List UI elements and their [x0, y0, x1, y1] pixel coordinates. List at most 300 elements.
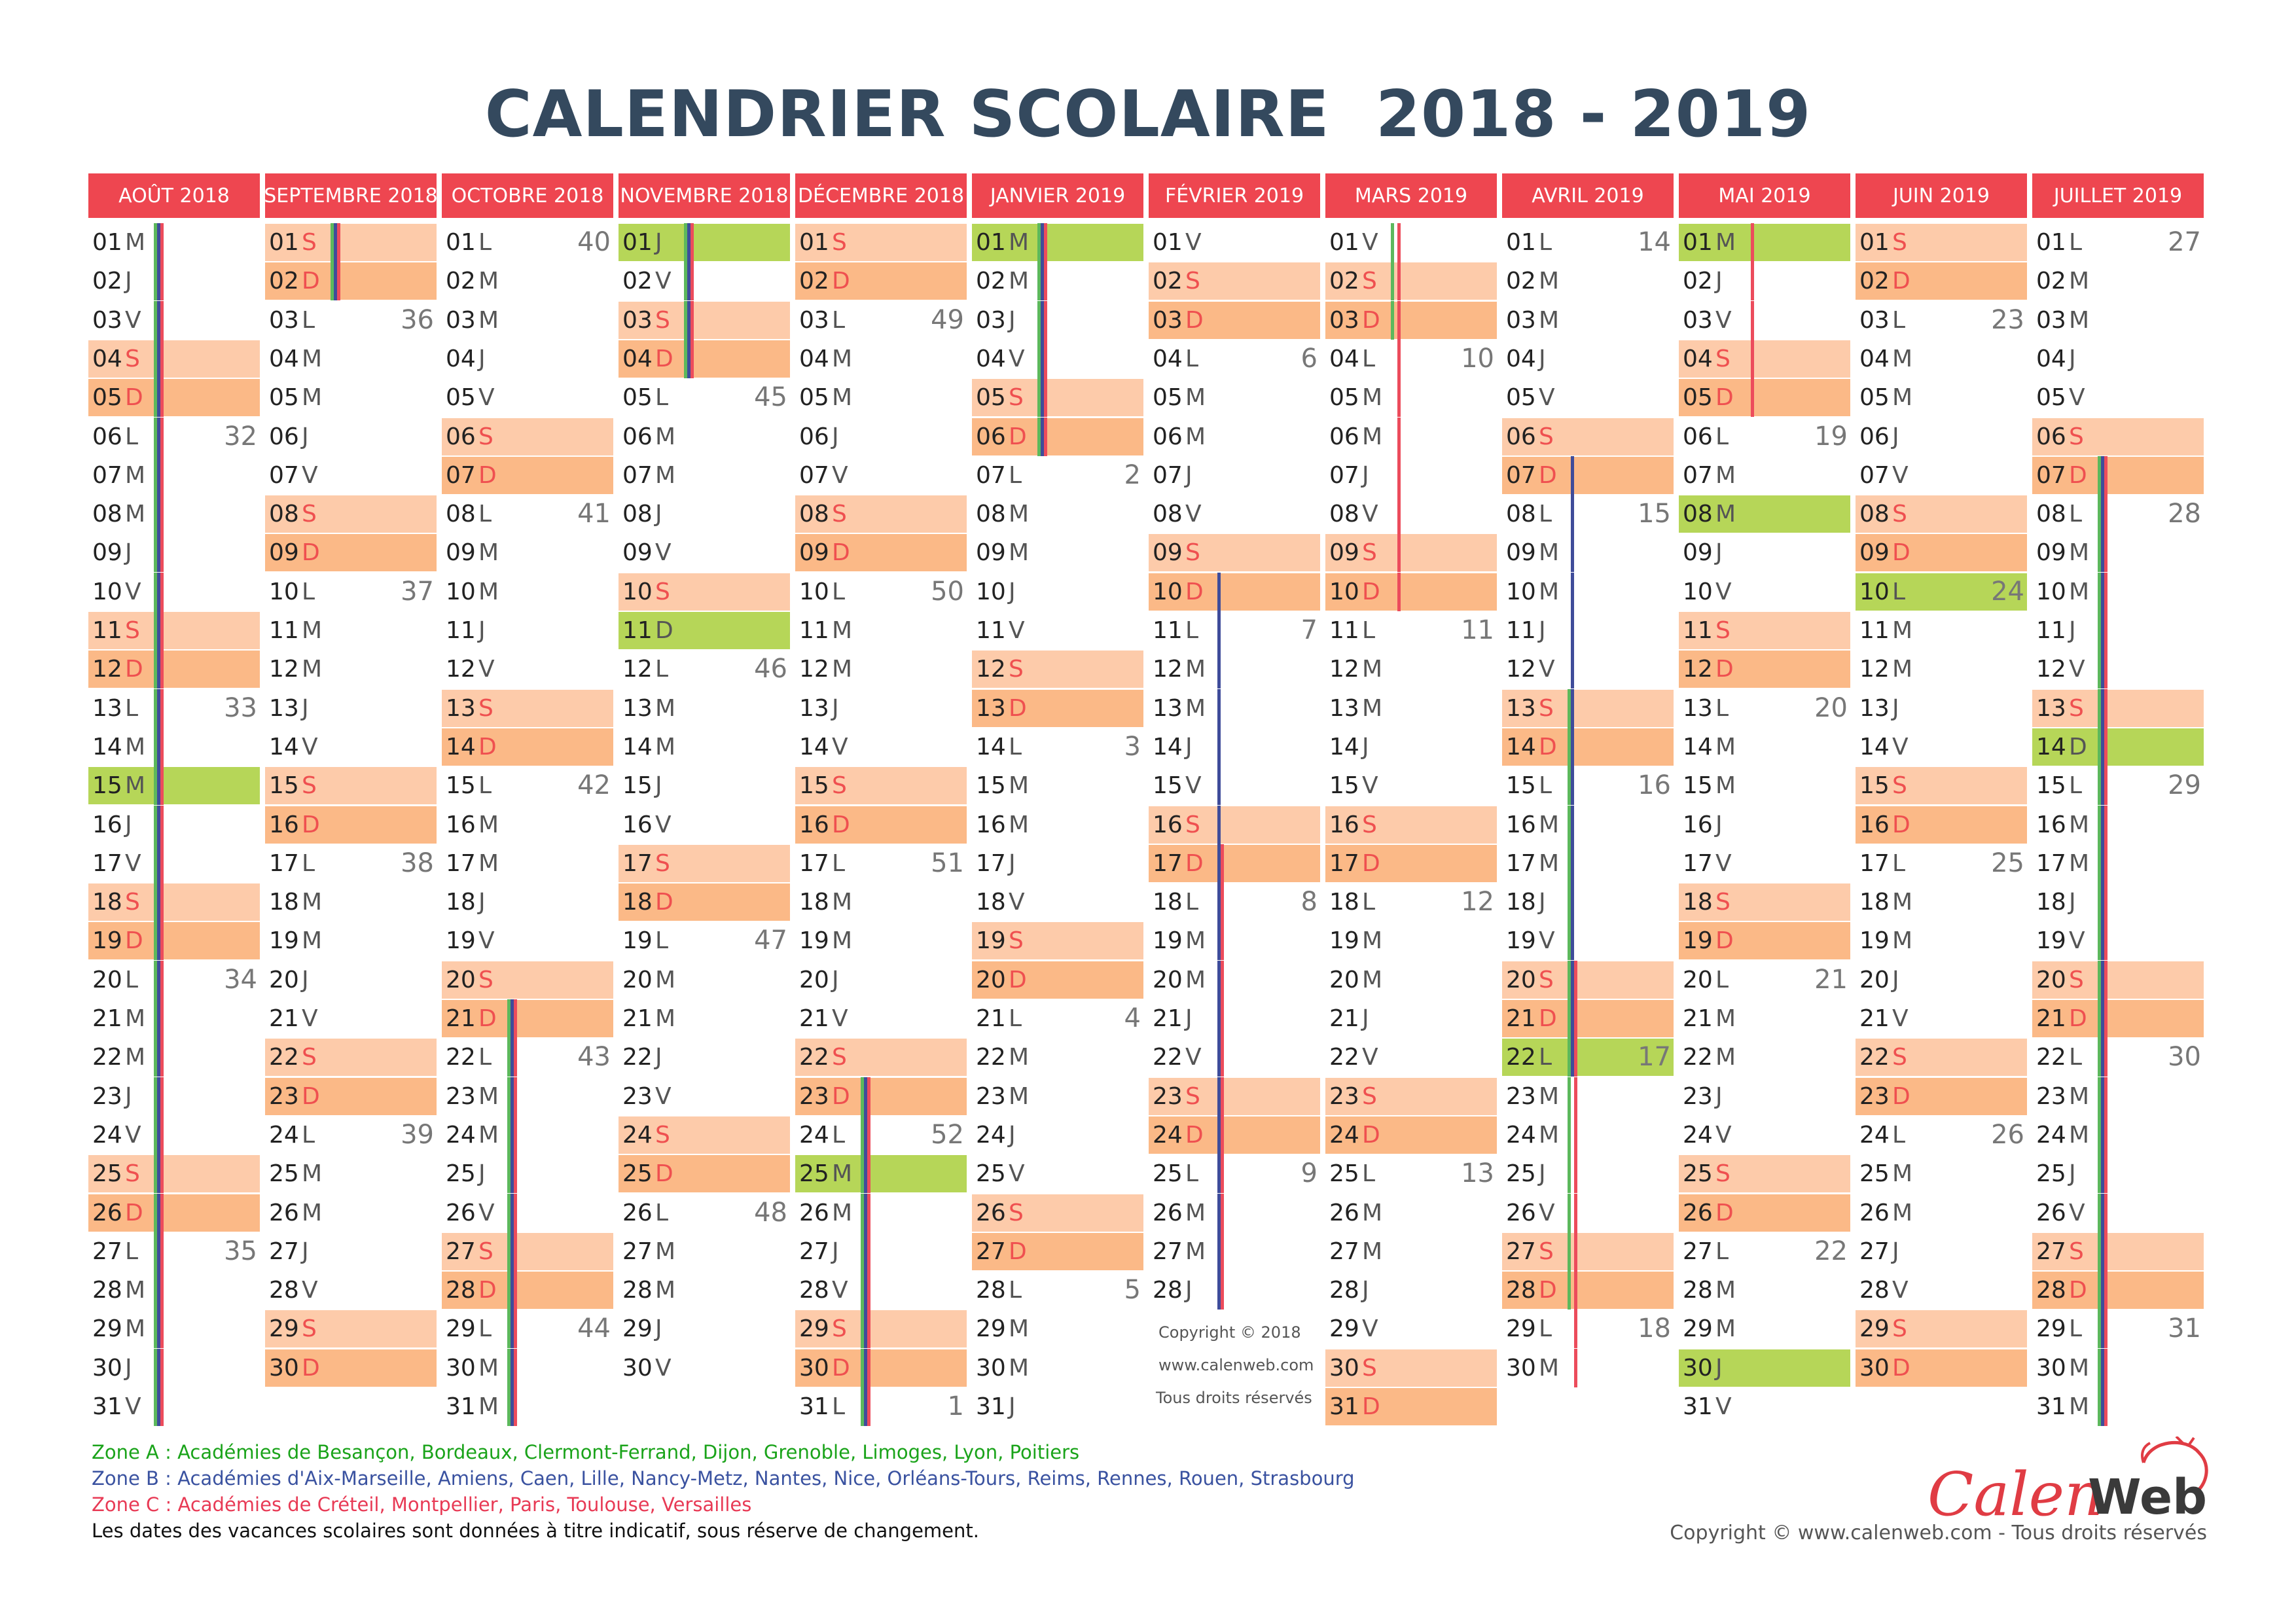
- day-cell: [440, 340, 615, 378]
- day-cell: [1677, 340, 1852, 378]
- day-cell: [87, 999, 261, 1038]
- day-cell: [2031, 999, 2205, 1038]
- day-number: 25: [2036, 1160, 2066, 1188]
- day-number: 12: [1153, 656, 1183, 683]
- day-cell: [1677, 262, 1852, 300]
- day-letter: M: [1009, 772, 1030, 800]
- week-number: 26: [1991, 1119, 2024, 1150]
- day-cell: [1677, 456, 1852, 495]
- zone-c-vacation-bar: [1221, 1271, 1224, 1310]
- day-cell: [1147, 456, 1321, 495]
- day-number: 16: [622, 811, 653, 838]
- day-letter: M: [1009, 501, 1030, 528]
- day-letter: D: [302, 1354, 320, 1382]
- zone-c-vacation-bar: [2104, 921, 2108, 960]
- zone-c-vacation-bar: [160, 728, 164, 766]
- day-letter: S: [125, 617, 140, 644]
- day-number: 05: [446, 384, 476, 412]
- day-number: 29: [446, 1315, 476, 1343]
- day-number: 21: [976, 1005, 1006, 1032]
- day-number: 16: [2036, 811, 2066, 838]
- zone-c-vacation-bar: [1397, 223, 1401, 262]
- day-letter: L: [1715, 423, 1729, 450]
- day-letter: L: [478, 1044, 492, 1071]
- legend-zone-b: Zone B : Académies d'Aix-Marseille, Amiens, Caen, Lille, Nancy-Metz, Nantes, Nice, Orléans-Tours, Reims, Rennes, Rouen, Strasbourg: [92, 1467, 1355, 1489]
- day-letter: L: [655, 656, 669, 683]
- zone-c-vacation-bar: [2104, 1271, 2108, 1310]
- day-letter: M: [832, 927, 853, 955]
- day-cell: [264, 999, 438, 1038]
- day-letter: J: [832, 1238, 839, 1265]
- day-letter: L: [1539, 1044, 1552, 1071]
- day-number: 29: [92, 1315, 122, 1343]
- day-number: 08: [976, 501, 1006, 528]
- day-letter: M: [302, 889, 323, 916]
- day-number: 27: [622, 1238, 653, 1265]
- day-letter: L: [1185, 1160, 1199, 1188]
- zone-c-vacation-bar: [1221, 844, 1224, 883]
- week-number: 29: [2168, 770, 2201, 801]
- day-cell: [971, 378, 1145, 417]
- day-letter: M: [1892, 617, 1913, 644]
- zone-c-vacation-bar: [1574, 1038, 1577, 1077]
- day-letter: L: [1185, 617, 1199, 644]
- day-cell: [1324, 650, 1498, 688]
- day-letter: L: [302, 578, 315, 605]
- day-letter: L: [302, 849, 315, 877]
- day-letter: J: [125, 539, 132, 567]
- legend-zone-a: Zone A : Académies de Besançon, Bordeaux, Clermont-Ferrand, Dijon, Grenoble, Limoges, Lyon, Poitiers: [92, 1441, 1080, 1463]
- month-header: NOVEMBRE 2018: [619, 173, 790, 218]
- day-cell: [1501, 340, 1675, 378]
- day-number: 03: [976, 306, 1006, 334]
- week-number: 48: [754, 1197, 787, 1228]
- day-number: 28: [446, 1277, 476, 1304]
- day-letter: M: [1185, 1199, 1206, 1226]
- day-cell: [617, 1271, 791, 1310]
- zone-c-vacation-bar: [2104, 456, 2108, 495]
- day-cell: [971, 301, 1145, 340]
- day-letter: V: [1185, 229, 1202, 256]
- day-cell: [440, 883, 615, 921]
- day-letter: V: [1009, 345, 1025, 372]
- day-letter: D: [302, 268, 320, 295]
- day-number: 05: [622, 384, 653, 412]
- day-number: 11: [976, 617, 1006, 644]
- day-number: 14: [1153, 733, 1183, 760]
- day-cell: [971, 921, 1145, 960]
- day-number: 06: [2036, 423, 2066, 450]
- day-cell: [1147, 262, 1321, 300]
- day-letter: D: [1892, 811, 1910, 838]
- day-letter: J: [478, 617, 486, 644]
- zone-b-vacation-bar: [1571, 533, 1574, 572]
- day-cell: [1677, 806, 1852, 844]
- week-number: 2: [1124, 459, 1141, 490]
- day-cell: [1677, 301, 1852, 340]
- day-number: 23: [2036, 1082, 2066, 1110]
- day-number: 08: [1153, 501, 1183, 528]
- day-cell: [1854, 1154, 2028, 1193]
- day-number: 02: [799, 268, 829, 295]
- day-cell: [971, 766, 1145, 805]
- day-cell: [440, 728, 615, 766]
- day-cell: [794, 883, 968, 921]
- day-cell: [971, 533, 1145, 572]
- day-cell: [1147, 533, 1321, 572]
- day-letter: J: [125, 1082, 132, 1110]
- zone-b-vacation-bar: [1571, 806, 1574, 844]
- day-cell: [440, 844, 615, 883]
- zone-c-vacation-bar: [1044, 301, 1047, 340]
- day-number: 30: [799, 1354, 829, 1382]
- zone-c-vacation-bar: [2104, 495, 2108, 533]
- day-letter: V: [1539, 1199, 1555, 1226]
- day-number: 19: [1329, 927, 1359, 955]
- day-cell: [971, 1116, 1145, 1154]
- zone-c-vacation-bar: [1574, 1116, 1577, 1154]
- week-number: 27: [2168, 227, 2201, 257]
- day-cell: [1324, 1077, 1498, 1116]
- day-cell: [1677, 844, 1852, 883]
- day-letter: D: [832, 1082, 850, 1110]
- day-number: 03: [1153, 306, 1183, 334]
- day-number: 27: [269, 1238, 299, 1265]
- week-number: 43: [577, 1042, 611, 1073]
- day-letter: D: [1892, 268, 1910, 295]
- day-letter: M: [2069, 306, 2090, 334]
- zone-c-vacation-bar: [2104, 533, 2108, 572]
- day-number: 11: [92, 617, 122, 644]
- zone-c-vacation-bar: [160, 961, 164, 999]
- day-letter: M: [478, 849, 499, 877]
- day-cell: [1677, 1194, 1852, 1232]
- day-number: 03: [92, 306, 122, 334]
- month-header: DÉCEMBRE 2018: [795, 173, 967, 218]
- day-cell: [1324, 806, 1498, 844]
- day-number: 24: [1859, 1121, 1890, 1149]
- zone-c-vacation-bar: [2104, 1232, 2108, 1271]
- day-cell: [1677, 533, 1852, 572]
- day-letter: J: [2069, 889, 2076, 916]
- day-number: 19: [2036, 927, 2066, 955]
- day-number: 23: [269, 1082, 299, 1110]
- day-cell: [617, 1038, 791, 1077]
- day-number: 10: [2036, 578, 2066, 605]
- day-cell: [1501, 883, 1675, 921]
- day-cell: [87, 728, 261, 766]
- zone-c-vacation-bar: [2104, 766, 2108, 805]
- day-cell: [264, 378, 438, 417]
- day-cell: [1854, 999, 2028, 1038]
- day-cell: [2031, 262, 2205, 300]
- day-number: 14: [446, 733, 476, 760]
- zone-a-vacation-bar: [1568, 1232, 1571, 1271]
- day-letter: D: [1185, 849, 1204, 877]
- day-letter: V: [1892, 461, 1909, 489]
- day-cell: [971, 340, 1145, 378]
- week-number: 15: [1638, 499, 1671, 529]
- day-letter: M: [1715, 733, 1736, 760]
- day-letter: M: [1185, 966, 1206, 993]
- day-number: 25: [1859, 1160, 1890, 1188]
- week-number: 14: [1638, 227, 1671, 257]
- day-cell: [1677, 495, 1852, 533]
- day-letter: S: [2069, 966, 2084, 993]
- day-letter: M: [125, 733, 146, 760]
- day-number: 14: [1329, 733, 1359, 760]
- zone-c-vacation-bar: [2104, 1194, 2108, 1232]
- day-cell: [1324, 1310, 1498, 1348]
- day-letter: M: [1539, 306, 1560, 334]
- day-number: 12: [446, 656, 476, 683]
- day-number: 29: [2036, 1315, 2066, 1343]
- day-letter: V: [2069, 656, 2085, 683]
- day-letter: M: [478, 1082, 499, 1110]
- day-cell: [2031, 689, 2205, 728]
- day-number: 24: [1506, 1121, 1536, 1149]
- day-letter: S: [125, 1160, 140, 1188]
- day-letter: M: [655, 1277, 676, 1304]
- day-cell: [1854, 728, 2028, 766]
- zone-c-vacation-bar: [1574, 1310, 1577, 1348]
- day-letter: D: [1009, 694, 1027, 722]
- day-letter: M: [1892, 1199, 1913, 1226]
- day-letter: M: [125, 461, 146, 489]
- day-number: 07: [1153, 461, 1183, 489]
- day-letter: V: [2069, 384, 2085, 412]
- day-letter: S: [655, 1121, 670, 1149]
- day-cell: [794, 1116, 968, 1154]
- day-cell: [1677, 689, 1852, 728]
- zone-c-vacation-bar: [514, 1349, 517, 1387]
- zone-c-vacation-bar: [1397, 456, 1401, 495]
- zone-c-vacation-bar: [2104, 1310, 2108, 1348]
- day-cell: [971, 1349, 1145, 1387]
- day-number: 09: [269, 539, 299, 567]
- day-cell: [440, 418, 615, 456]
- zone-c-vacation-bar: [1221, 1116, 1224, 1154]
- day-letter: S: [1715, 345, 1731, 372]
- day-letter: M: [1362, 1199, 1383, 1226]
- day-cell: [264, 1154, 438, 1193]
- day-letter: D: [1715, 384, 1734, 412]
- day-number: 24: [1683, 1121, 1713, 1149]
- day-cell: [617, 340, 791, 378]
- day-cell: [617, 999, 791, 1038]
- day-cell: [971, 1038, 1145, 1077]
- day-number: 12: [1329, 656, 1359, 683]
- day-cell: [1324, 689, 1498, 728]
- day-number: 22: [1329, 1044, 1359, 1071]
- day-cell: [87, 1271, 261, 1310]
- day-number: 09: [1859, 539, 1890, 567]
- day-number: 23: [799, 1082, 829, 1110]
- day-cell: [971, 456, 1145, 495]
- day-number: 12: [92, 656, 122, 683]
- day-number: 18: [2036, 889, 2066, 916]
- day-letter: M: [1715, 461, 1736, 489]
- day-cell: [87, 611, 261, 650]
- zone-c-vacation-bar: [2104, 573, 2108, 611]
- zone-c-vacation-bar: [160, 611, 164, 650]
- day-cell: [440, 766, 615, 805]
- day-number: 11: [1329, 617, 1359, 644]
- zone-c-vacation-bar: [691, 223, 694, 262]
- day-number: 28: [269, 1277, 299, 1304]
- day-letter: V: [478, 927, 495, 955]
- zone-c-vacation-bar: [1397, 378, 1401, 417]
- day-number: 03: [799, 306, 829, 334]
- month-header: FÉVRIER 2019: [1149, 173, 1320, 218]
- day-cell: [87, 1310, 261, 1348]
- zone-c-vacation-bar: [1751, 301, 1754, 340]
- day-cell: [1501, 806, 1675, 844]
- day-number: 17: [976, 849, 1006, 877]
- day-cell: [87, 1038, 261, 1077]
- day-number: 04: [1506, 345, 1536, 372]
- day-cell: [1854, 456, 2028, 495]
- day-letter: M: [1362, 966, 1383, 993]
- day-cell: [1854, 1271, 2028, 1310]
- day-letter: D: [1892, 539, 1910, 567]
- day-cell: [2031, 1349, 2205, 1387]
- day-letter: S: [478, 1238, 493, 1265]
- day-number: 02: [1683, 268, 1713, 295]
- day-cell: [1147, 689, 1321, 728]
- day-number: 08: [1329, 501, 1359, 528]
- day-cell: [87, 418, 261, 456]
- day-letter: S: [1539, 423, 1554, 450]
- day-cell: [1677, 728, 1852, 766]
- day-cell: [2031, 844, 2205, 883]
- day-cell: [1324, 573, 1498, 611]
- zone-c-vacation-bar: [1221, 1038, 1224, 1077]
- day-number: 06: [92, 423, 122, 450]
- day-number: 01: [799, 229, 829, 256]
- zone-c-vacation-bar: [160, 766, 164, 805]
- day-letter: S: [832, 772, 847, 800]
- day-cell: [1147, 1194, 1321, 1232]
- day-number: 13: [2036, 694, 2066, 722]
- day-number: 17: [269, 849, 299, 877]
- day-letter: V: [478, 656, 495, 683]
- day-letter: D: [1185, 306, 1204, 334]
- day-letter: D: [1185, 1121, 1204, 1149]
- day-letter: M: [125, 501, 146, 528]
- day-number: 12: [622, 656, 653, 683]
- day-letter: M: [1539, 268, 1560, 295]
- day-letter: S: [832, 1044, 847, 1071]
- day-letter: J: [1185, 1277, 1193, 1304]
- day-number: 09: [976, 539, 1006, 567]
- day-number: 22: [1683, 1044, 1713, 1071]
- day-cell: [617, 1194, 791, 1232]
- day-letter: M: [478, 306, 499, 334]
- day-number: 26: [1683, 1199, 1713, 1226]
- day-letter: M: [2069, 1082, 2090, 1110]
- day-cell: [1501, 1038, 1675, 1077]
- zone-c-vacation-bar: [2104, 961, 2108, 999]
- calenweb-logo: [1924, 1436, 2219, 1535]
- zone-c-vacation-bar: [337, 223, 340, 262]
- day-number: 15: [269, 772, 299, 800]
- zone-b-vacation-bar: [1571, 844, 1574, 883]
- zone-c-vacation-bar: [160, 1232, 164, 1271]
- day-cell: [2031, 1310, 2205, 1348]
- day-letter: J: [1539, 889, 1546, 916]
- day-number: 22: [269, 1044, 299, 1071]
- day-number: 01: [92, 229, 122, 256]
- day-cell: [2031, 1038, 2205, 1077]
- day-number: 28: [622, 1277, 653, 1304]
- day-letter: J: [1362, 1277, 1369, 1304]
- day-number: 03: [269, 306, 299, 334]
- day-letter: D: [1715, 927, 1734, 955]
- day-number: 27: [1329, 1238, 1359, 1265]
- day-cell: [1854, 921, 2028, 960]
- week-number: 36: [401, 304, 434, 335]
- day-letter: L: [1185, 345, 1199, 372]
- zone-a-vacation-bar: [1568, 1154, 1571, 1193]
- day-cell: [1677, 223, 1852, 262]
- day-cell: [1677, 1038, 1852, 1077]
- week-number: 7: [1300, 615, 1318, 645]
- week-number: 9: [1300, 1158, 1318, 1189]
- zone-c-vacation-bar: [160, 1154, 164, 1193]
- day-letter: M: [1009, 268, 1030, 295]
- day-letter: M: [1362, 1238, 1383, 1265]
- day-cell: [1501, 1077, 1675, 1116]
- day-letter: M: [832, 345, 853, 372]
- zone-c-vacation-bar: [867, 1154, 870, 1193]
- day-letter: J: [655, 229, 662, 256]
- day-letter: J: [1539, 617, 1546, 644]
- day-number: 14: [976, 733, 1006, 760]
- week-number: 52: [931, 1119, 964, 1150]
- day-letter: J: [2069, 345, 2076, 372]
- day-number: 18: [976, 889, 1006, 916]
- day-letter: S: [1892, 1315, 1907, 1343]
- day-letter: D: [125, 384, 143, 412]
- day-letter: S: [655, 849, 670, 877]
- day-number: 04: [1683, 345, 1713, 372]
- day-cell: [1147, 844, 1321, 883]
- day-cell: [440, 262, 615, 300]
- day-cell: [87, 689, 261, 728]
- day-number: 04: [1859, 345, 1890, 372]
- day-cell: [1324, 223, 1498, 262]
- day-letter: J: [1892, 1238, 1899, 1265]
- day-number: 18: [1683, 889, 1713, 916]
- zone-c-vacation-bar: [160, 301, 164, 340]
- zone-c-vacation-bar: [514, 1271, 517, 1310]
- day-cell: [87, 495, 261, 533]
- week-number: 34: [224, 964, 257, 995]
- day-cell: [1324, 456, 1498, 495]
- day-letter: J: [302, 966, 309, 993]
- day-letter: J: [1715, 539, 1723, 567]
- zone-c-vacation-bar: [2104, 806, 2108, 844]
- day-number: 23: [1329, 1082, 1359, 1110]
- day-number: 08: [446, 501, 476, 528]
- day-cell: [794, 456, 968, 495]
- day-cell: [440, 650, 615, 688]
- day-letter: L: [2069, 229, 2083, 256]
- day-number: 16: [1153, 811, 1183, 838]
- zone-a-vacation-bar: [1391, 223, 1394, 262]
- day-cell: [2031, 573, 2205, 611]
